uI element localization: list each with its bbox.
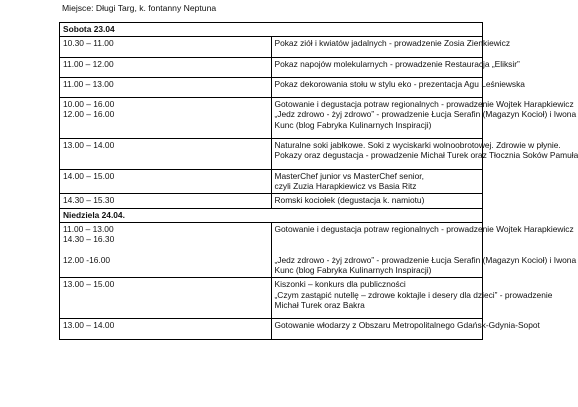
event-description xyxy=(271,37,511,57)
description-line: czyli Zuzia Harapkiewicz vs Basia Ritz xyxy=(274,180,417,191)
time-line xyxy=(63,244,268,254)
description-line: Kunc (blog Fabryka Kulinarnych Inspiracji) xyxy=(274,265,432,276)
description-line xyxy=(275,244,480,254)
day-header-row xyxy=(60,23,483,37)
description-line: Pokaz dekorowania stołu w stylu eko - prezentacja Agu Leśniewska xyxy=(274,78,525,89)
event-row xyxy=(60,278,483,319)
time-line: 11.00 – 12.00 xyxy=(63,58,114,69)
location-line: Miejsce: Długi Targ, k. fontanny Neptuna xyxy=(62,3,217,13)
event-time xyxy=(60,194,272,208)
description-line: Naturalne soki jabłkowe. Soki z wyciskarki wolnoobrotowej. Zdrowie w płynie. xyxy=(274,140,561,151)
description-line: Pokazy oraz degustacja - prowadzenie Michał Turek oraz Tłocznia Soków Pamuła xyxy=(274,150,578,161)
event-description xyxy=(271,319,540,339)
time-line: 12.00 – 16.00 xyxy=(63,109,115,120)
description-line: „Jedz zdrowo - żyj zdrowo” - prowadzenie Łucja Serafin (Magazyn Kocioł) i Iwona xyxy=(274,254,577,265)
description-line: Pokaz napojów molekularnych - prowadzenie Restauracja „Eliksir” xyxy=(274,58,520,69)
event-row xyxy=(60,57,483,77)
event-row xyxy=(60,319,483,339)
event-description xyxy=(271,98,577,139)
description-line: Gotowanie i degustacja potraw regionalnych - prowadzenie Wojtek Harapkiewicz xyxy=(274,223,574,234)
event-row xyxy=(60,222,483,277)
description-line xyxy=(275,234,480,244)
description-line: Gotowanie włodarzy z Obszaru Metropolitalnego Gdańsk-Gdynia-Sopot xyxy=(274,320,540,331)
event-description xyxy=(271,77,525,97)
event-row xyxy=(60,77,483,97)
event-time xyxy=(60,98,272,139)
event-row xyxy=(60,194,483,208)
event-description xyxy=(271,278,553,319)
description-line: Kiszonki – konkurs dla publiczności xyxy=(274,279,406,290)
description-line: Romski kociołek (degustacja k. namiotu) xyxy=(274,195,425,206)
description-line: Kunc (blog Fabryka Kulinarnych Inspiracji) xyxy=(274,119,432,130)
day-label: Sobota 23.04 xyxy=(60,23,483,37)
time-line: 14.30 – 15.30 xyxy=(63,195,115,206)
event-time xyxy=(60,222,272,277)
description-line: MasterChef junior vs MasterChef senior, xyxy=(274,170,424,181)
event-time xyxy=(60,139,272,170)
event-row xyxy=(60,139,483,170)
time-line: 14.00 – 15.00 xyxy=(63,170,115,181)
event-description xyxy=(271,194,483,208)
schedule-body xyxy=(60,23,578,340)
event-time xyxy=(60,37,272,57)
event-row xyxy=(60,169,483,194)
event-description xyxy=(271,139,578,170)
event-row xyxy=(60,37,483,57)
day-header-row xyxy=(60,208,483,222)
event-description xyxy=(271,57,520,77)
time-line: 13.00 – 14.00 xyxy=(63,320,115,331)
day-label: Niedziela 24.04. xyxy=(60,208,483,222)
time-line: 14.30 – 16.30 xyxy=(63,234,115,245)
event-time xyxy=(60,169,272,194)
description-line: „Czym zastąpić nutellę – zdrowe koktajle i desery dla dzieci” - prowadzenie xyxy=(274,289,553,300)
time-line: 11.00 – 13.00 xyxy=(63,223,114,234)
schedule-table xyxy=(59,22,578,340)
time-line: 12.00 -16.00 xyxy=(63,254,111,265)
description-line: Gotowanie i degustacja potraw regionalnych - prowadzenie Wojtek Harapkiewicz xyxy=(274,99,574,110)
time-line: 11.00 – 13.00 xyxy=(63,78,114,89)
description-line: Pokaz ziół i kwiatów jadalnych - prowadzenie Zosia Zienkiewicz xyxy=(274,38,511,49)
time-line: 10.30 – 11.00 xyxy=(63,38,114,49)
description-line: Michał Turek oraz Bakra xyxy=(274,299,365,310)
event-description xyxy=(271,169,483,194)
time-line: 13.00 – 15.00 xyxy=(63,279,115,290)
event-time xyxy=(60,77,272,97)
event-time xyxy=(60,278,272,319)
time-line: 13.00 – 14.00 xyxy=(63,140,115,151)
event-description xyxy=(271,222,577,277)
event-time xyxy=(60,319,272,339)
description-line: „Jedz zdrowo - żyj zdrowo” - prowadzenie Łucja Serafin (Magazyn Kocioł) i Iwona xyxy=(274,109,577,120)
time-line: 10.00 – 16.00 xyxy=(63,99,115,110)
event-row xyxy=(60,98,483,139)
event-time xyxy=(60,57,272,77)
